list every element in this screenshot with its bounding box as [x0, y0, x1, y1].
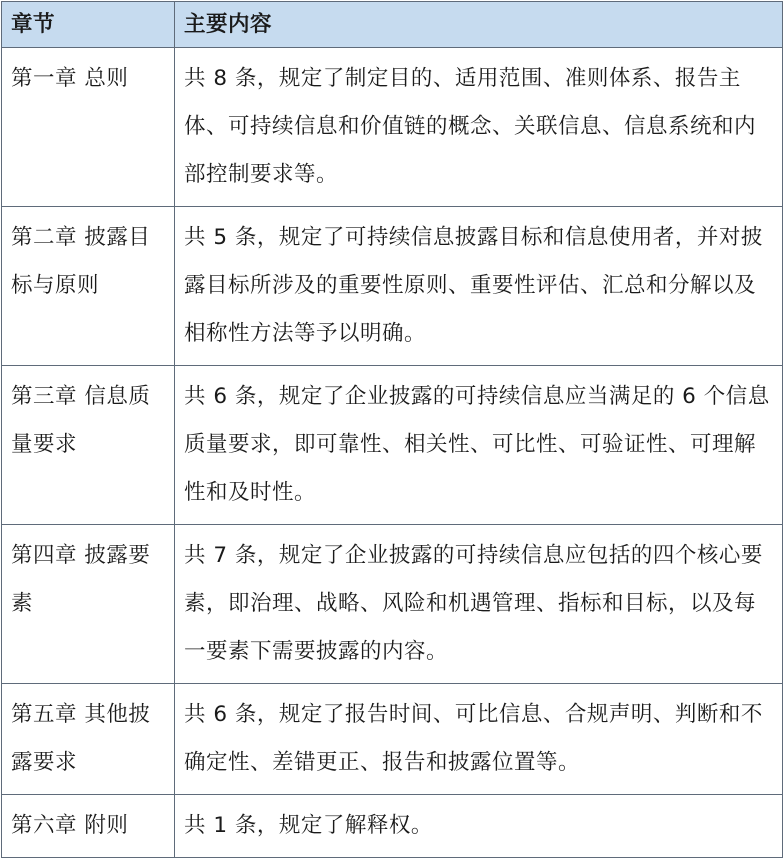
chapter-summary-table [1, 1, 783, 858]
content-cell: 共 6 条，规定了企业披露的可持续信息应当满足的 6 个信息质量要求，即可靠性、相关性、可比性、可验证性、可理解性和及时性。 [175, 366, 783, 525]
content-cell: 共 1 条，规定了解释权。 [175, 795, 783, 858]
table-row [2, 525, 783, 684]
column-header-content: 主要内容 [175, 2, 783, 48]
table-row [2, 366, 783, 525]
table-header-row [2, 2, 783, 48]
content-cell: 共 5 条，规定了可持续信息披露目标和信息使用者，并对披露目标所涉及的重要性原则、重要性评估、汇总和分解以及相称性方法等予以明确。 [175, 207, 783, 366]
table-row [2, 48, 783, 207]
chapter-cell: 第二章 披露目标与原则 [2, 207, 175, 366]
content-cell: 共 8 条，规定了制定目的、适用范围、准则体系、报告主体、可持续信息和价值链的概念、关联信息、信息系统和内部控制要求等。 [175, 48, 783, 207]
chapter-cell: 第四章 披露要素 [2, 525, 175, 684]
chapter-cell: 第三章 信息质量要求 [2, 366, 175, 525]
table-row [2, 207, 783, 366]
content-cell: 共 6 条，规定了报告时间、可比信息、合规声明、判断和不确定性、差错更正、报告和披露位置等。 [175, 684, 783, 795]
chapter-cell: 第六章 附则 [2, 795, 175, 858]
table-row [2, 684, 783, 795]
content-cell: 共 7 条，规定了企业披露的可持续信息应包括的四个核心要素，即治理、战略、风险和机遇管理、指标和目标，以及每一要素下需要披露的内容。 [175, 525, 783, 684]
column-header-chapter: 章节 [2, 2, 175, 48]
table-row [2, 795, 783, 858]
chapter-cell: 第一章 总则 [2, 48, 175, 207]
chapter-cell: 第五章 其他披露要求 [2, 684, 175, 795]
